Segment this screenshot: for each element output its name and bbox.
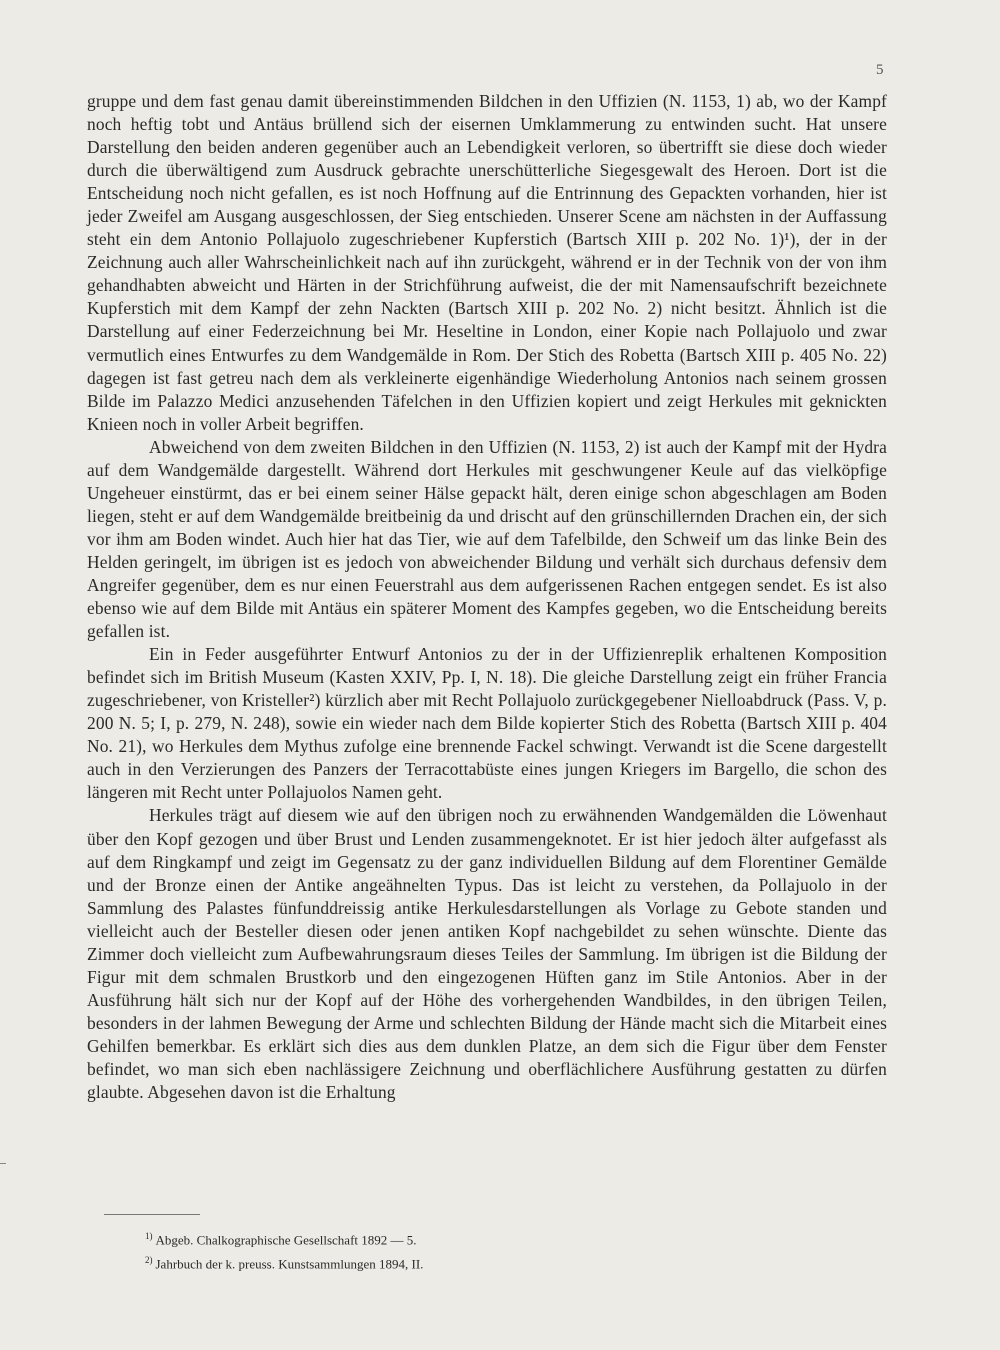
- footnote-text: Jahrbuch der k. preuss. Kunstsammlungen 1894, II.: [155, 1256, 424, 1272]
- footnote-mark: 1): [145, 1231, 153, 1241]
- footnote-rule: [104, 1214, 200, 1215]
- paragraph: gruppe und dem fast genau damit übereinstimmenden Bildchen in den Uffizien (N. 1153, 1) ab, wo der Kampf noch heftig tobt und Antäus brüllend sich der eisernen Umklammerung zu entwinden sucht. Hat unsere Darstellung den beiden anderen gegenüber auch an Lebendigkeit verloren, so übertrifft sie diese doch wieder durch die überwältigend zum Ausdruck gebrachte unerschütterliche Siegesgewalt des Heroen. Dort ist die Entscheidung noch nicht gefallen, es ist noch Hoffnung auf die Entrinnung des Gepackten vorhanden, hier ist jeder Zweifel am Ausgang ausgeschlossen, der Sieg entschieden. Unserer Scene am nächsten in der Auffassung steht ein dem Antonio Pollajuolo zugeschriebener Kupferstich (Bartsch XIII p. 202 No. 1)¹), der in der Zeichnung auch aller Wahrscheinlichkeit nach auf ihn zurückgeht, während er in der Technik von der von ihm gehandhabten abweicht und Härten in der Strichführung aufweist, die der mit Namensaufschrift bezeichnete Kupferstich mit dem Kampf der zehn Nackten (Bartsch XIII p. 202 No. 2) nicht besitzt. Ähnlich ist die Darstellung auf einer Federzeichnung bei Mr. Heseltine in London, einer Kopie nach Pollajuolo und zwar vermutlich eines Entwurfes zu dem Wandgemälde in Rom. Der Stich des Robetta (Bartsch XIII p. 405 No. 22) dagegen ist fast getreu nach dem als verkleinerte eigenhändige Wiederholung Antonios nach seinem grossen Bilde im Palazzo Medici anzusehenden Täfelchen in den Uffizien kopiert und zeigt Herkules mit geknickten Knieen noch in voller Arbeit begriffen.: [87, 91, 887, 434]
- margin-mark: [0, 1163, 6, 1164]
- page-number: 5: [876, 62, 884, 78]
- footnote: [145, 1250, 745, 1274]
- footnote-mark: 2): [145, 1255, 153, 1266]
- footnotes: [145, 1226, 745, 1275]
- paragraph: Herkules trägt auf diesem wie auf den übrigen noch zu erwähnenden Wandgemälden die Löwenhaut über den Kopf gezogen und über Brust und Lenden zusammengeknotet. Er ist hier jedoch älter aufgefasst als auf dem Ringkampf und zeigt im Gegensatz zu der ganz individuellen Bildung auf dem Florentiner Gemälde und der Bronze einen der Antike angeähnelten Typus. Das ist leicht zu verstehen, da Pollajuolo in der Sammlung des Palastes fünfunddreissig antike Herkulesdarstellungen als Vorlage zu Gebote standen und vielleicht auch der Besteller diesen oder jenen antiken Kopf nachgebildet zu sehen wünschte. Diente das Zimmer doch vielleicht zum Aufbewahrungsraum dieses Teiles der Sammlung. Im übrigen ist die Bildung der Figur mit dem schmalen Brustkorb und den eingezogenen Hüften ganz im Stile Antonios. Aber in der Ausführung hält sich nur der Kopf auf der Höhe des vorhergehenden Wandbildes, in den übrigen Teilen, besonders in der lahmen Bewegung der Arme und schlechten Bildung der Hände macht sich die Mitarbeit eines Gehilfen bemerkbar. Es erklärt sich dies aus dem dunklen Platze, an dem sich die Figur über dem Fenster befindet, wo man sich eben nachlässigere Zeichnung und oberflächlichere Ausführung gestatten zu dürfen glaubte. Abgesehen davon ist die Erhaltung: [87, 805, 887, 1103]
- paragraph: Abweichend von dem zweiten Bildchen in den Uffizien (N. 1153, 2) ist auch der Kampf mit der Hydra auf dem Wandgemälde dargestellt. Während dort Herkules mit geschwungener Keule auf das vielköpfige Ungeheuer einstürmt, das er bei einem seiner Hälse gepackt hält, deren einige schon abgeschlagen am Boden liegen, steht er auf dem Wandgemälde breitbeinig da und drischt auf den grünschillernden Drachen ein, der sich vor ihm am Boden windet. Auch hier hat das Tier, wie auf dem Tafelbilde, den Schweif um das linke Bein des Helden geringelt, im übrigen ist es jedoch von abweichender Bildung und verhält sich durchaus defensiv dem Angreifer gegenüber, dem es nur einen Feuerstrahl aus dem aufgerissenen Rachen entgegen sendet. Es ist also ebenso wie auf dem Bilde mit Antäus ein späterer Moment des Kampfes gegeben, wo die Entscheidung bereits gefallen ist.: [87, 436, 887, 642]
- body-text: [87, 90, 887, 1104]
- footnote-text: Abgeb. Chalkographische Gesellschaft 1892 — 5.: [155, 1232, 417, 1248]
- paragraph: Ein in Feder ausgeführter Entwurf Antonios zu der in der Uffizienreplik erhaltenen Komposition befindet sich im British Museum (Kasten XXIV, Pp. I, N. 18). Die gleiche Darstellung zeigt ein früher Francia zugeschriebener, von Kristeller²) kürzlich aber mit Recht Pollajuolo zurückgegebener Nielloabdruck (Pass. V, p. 200 N. 5; I, p. 279, N. 248), sowie ein wieder nach dem Bilde kopierter Stich des Robetta (Bartsch XIII p. 404 No. 21), wo Herkules dem Mythus zufolge eine brennende Fackel schwingt. Verwandt ist die Scene dargestellt auch in den Verzierungen des Panzers der Terracottabüste eines jungen Kriegers im Bargello, die schon des längeren mit Recht unter Pollajuolos Namen geht.: [87, 644, 887, 803]
- footnote: [145, 1226, 745, 1250]
